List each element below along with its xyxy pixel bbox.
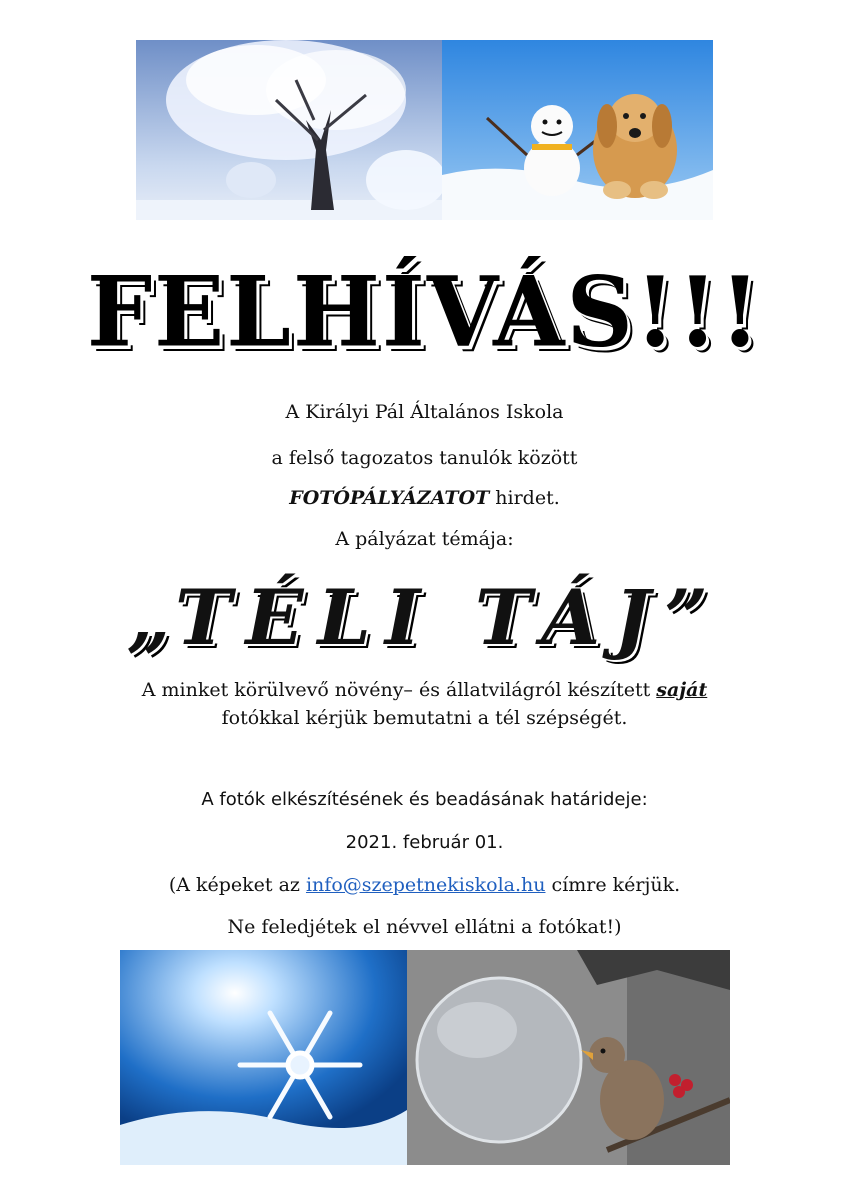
- upper-grade-line: a felső tagozatos tanulók között: [271, 447, 578, 469]
- description-line-1: [0, 678, 849, 702]
- email-prefix: (A képeket az: [168, 874, 300, 896]
- school-line: A Királyi Pál Általános Iskola: [285, 401, 564, 423]
- own-word: saját: [656, 679, 708, 701]
- contest-word: FOTÓPÁLYÁZATOT: [289, 487, 490, 509]
- snowman-dog-photo: [442, 40, 713, 220]
- contest-rest: hirdet.: [495, 487, 560, 509]
- name-reminder: Ne feledjétek el névvel ellátni a fotókat!): [227, 916, 622, 938]
- headline: FELHÍVÁS!!!: [86, 255, 763, 369]
- email-suffix: címre kérjük.: [551, 874, 681, 896]
- frosted-tree-photo: [136, 40, 442, 220]
- email-link[interactable]: info@szepetnekiskola.hu: [305, 874, 546, 896]
- deadline-date: 2021. február 01.: [345, 832, 504, 853]
- snowflake-photo: [120, 950, 407, 1165]
- deadline-heading: A fotók elkészítésének és beadásának határideje:: [201, 789, 648, 810]
- email-line: [0, 873, 849, 897]
- contest-line: [0, 486, 849, 510]
- theme-intro: A pályázat témája:: [335, 528, 514, 550]
- theme-title: „TÉLI TÁJ”: [127, 573, 722, 662]
- bottom-photo-row: [120, 950, 730, 1165]
- bird-ornament-photo: [407, 950, 730, 1165]
- description-prefix: A minket körülvevő növény– és állatvilágról készített: [141, 679, 651, 701]
- description-line-2: fotókkal kérjük bemutatni a tél szépségét.: [221, 707, 628, 729]
- top-photo-row: [136, 40, 713, 220]
